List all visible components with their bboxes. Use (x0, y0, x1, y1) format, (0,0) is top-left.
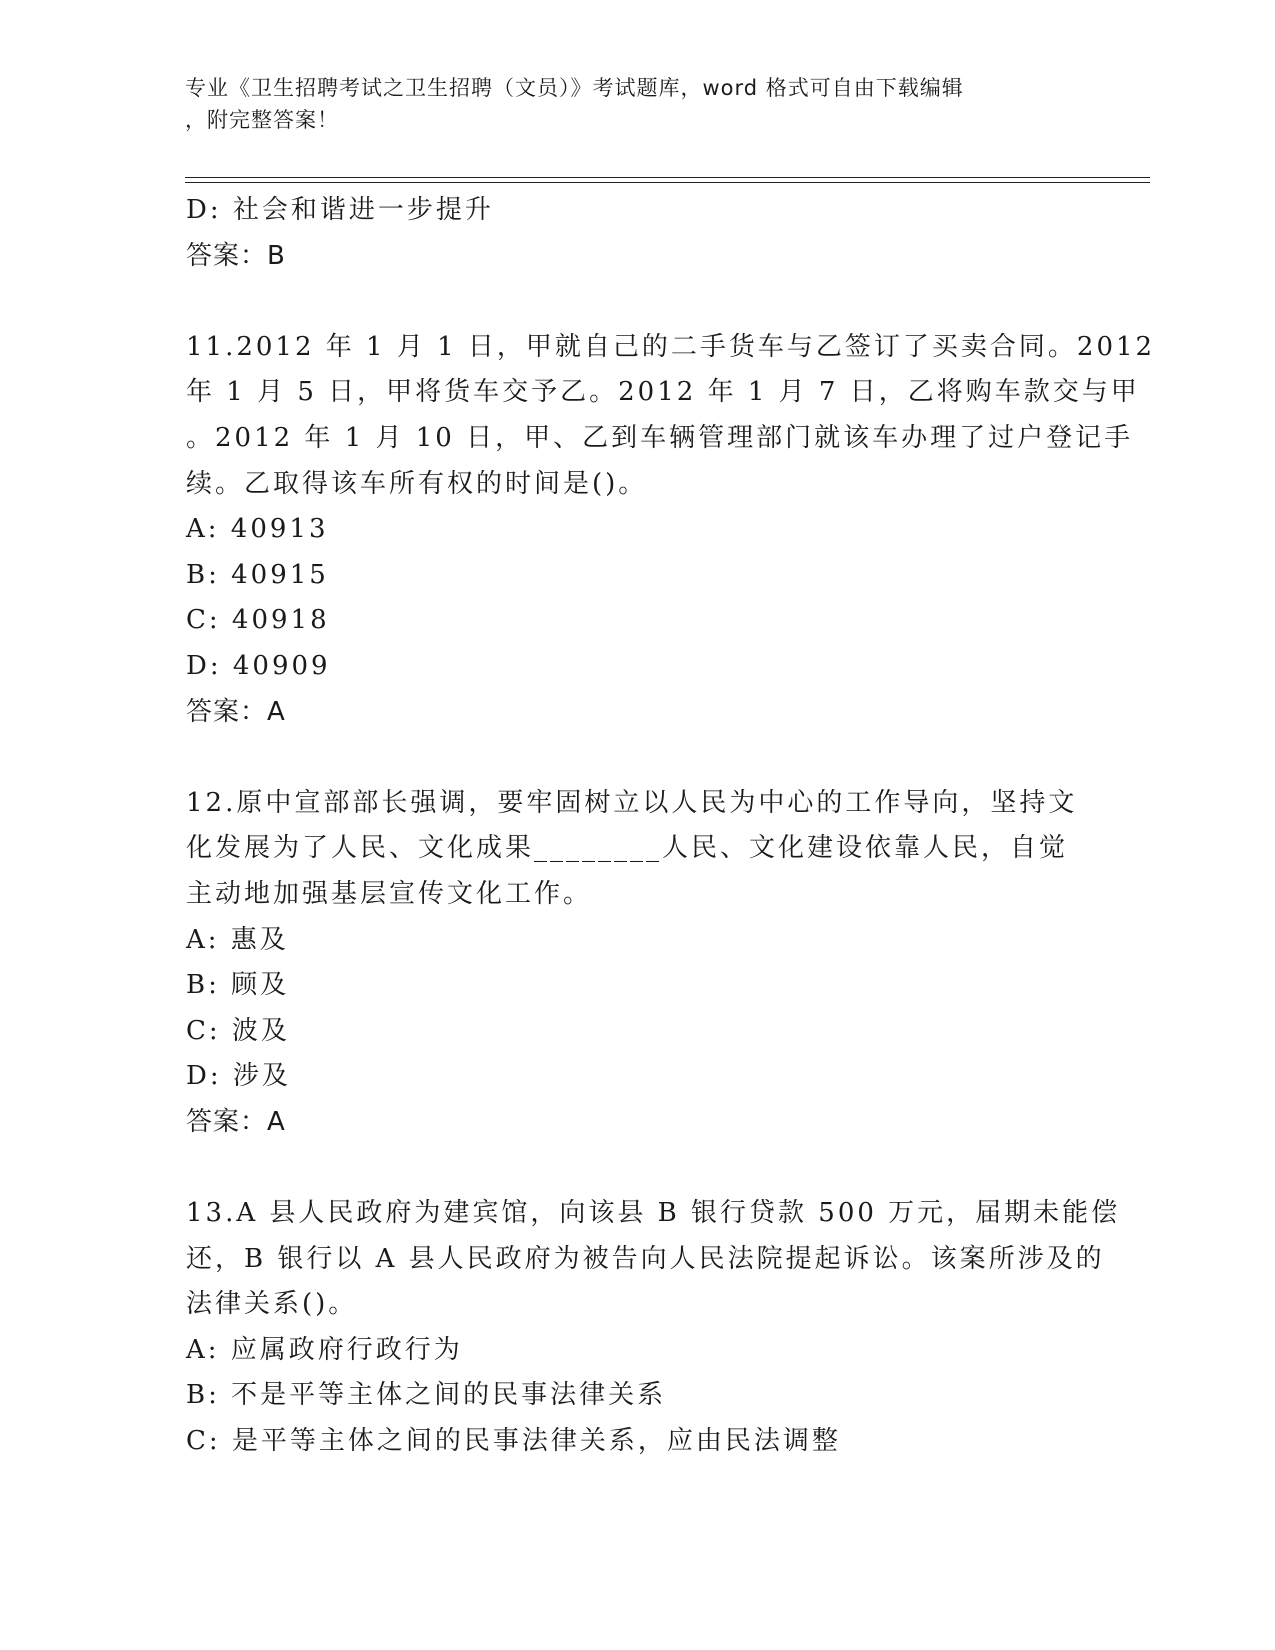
question-stem-line: 13.A 县人民政府为建宾馆，向该县 B 银行贷款 500 万元，届期未能偿 (186, 1198, 1121, 1229)
option-a: A: 惠及 (186, 924, 289, 955)
option-a: A: 40913 (186, 514, 329, 545)
question-stem-line: 。2012 年 1 月 10 日，甲、乙到车辆管理部门就该车办理了过户登记手 (186, 422, 1134, 453)
prev-answer: 答案：B (186, 240, 286, 271)
question-13 (186, 1191, 1121, 1465)
question-stem-line: 化发展为了人民、文化成果________人民、文化建设依靠人民，自觉 (186, 833, 1069, 864)
question-content (186, 188, 1156, 1465)
option-b: B: 顾及 (186, 970, 290, 1001)
answer: 答案：A (186, 1106, 286, 1137)
question-stem-line: 法律关系()。 (186, 1289, 358, 1320)
spacer (186, 735, 1086, 781)
question-stem-line: 主动地加强基层宣传文化工作。 (186, 878, 593, 909)
option-d: D: 涉及 (186, 1061, 291, 1092)
prev-option-d: D: 社会和谐进一步提升 (186, 195, 494, 225)
question-stem-line: 12.原中宣部部长强调，要牢固树立以人民为中心的工作导向，坚持文 (186, 787, 1078, 818)
option-a: A: 应属政府行政行为 (186, 1334, 463, 1365)
option-c: C: 是平等主体之间的民事法律关系，应由民法调整 (186, 1426, 841, 1457)
question-11 (186, 325, 1156, 735)
question-stem-line: 年 1 月 5 日，甲将货车交予乙。2012 年 1 月 7 日，乙将购车款交与甲 (186, 377, 1140, 408)
question-stem-line: 续。乙取得该车所有权的时间是()。 (186, 468, 648, 499)
option-d: D: 40909 (186, 650, 331, 681)
option-b: B: 不是平等主体之间的民事法律关系 (186, 1380, 667, 1411)
document-header (185, 72, 1065, 136)
header-line-1: 专业《卫生招聘考试之卫生招聘（文员）》考试题库，word 格式可自由下载编辑 (185, 76, 964, 100)
header-divider-bottom (185, 182, 1150, 183)
option-c: C: 40918 (186, 605, 330, 636)
header-divider-top (185, 177, 1150, 178)
spacer (186, 1145, 1086, 1191)
header-line-2: ，附完整答案！ (185, 108, 339, 132)
option-c: C: 波及 (186, 1015, 290, 1046)
question-12 (186, 781, 1086, 1146)
answer: 答案：A (186, 696, 286, 727)
question-stem-line: 还，B 银行以 A 县人民政府为被告向人民法院提起诉讼。该案所涉及的 (186, 1243, 1105, 1274)
option-b: B: 40915 (186, 559, 329, 590)
spacer (186, 279, 1086, 325)
question-stem-line: 11.2012 年 1 月 1 日，甲就自己的二手货车与乙签订了买卖合同。2012 (186, 331, 1156, 362)
